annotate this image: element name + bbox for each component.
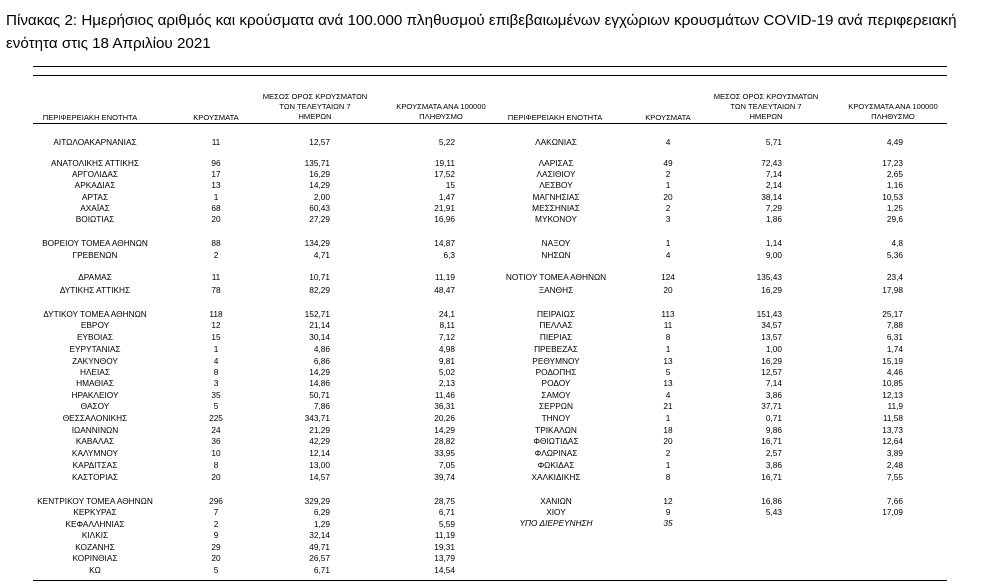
cell-region: ΗΡΑΚΛΕΙΟΥ (71, 390, 119, 400)
cell-cases: 20 (211, 553, 221, 563)
cell-cases: 11 (663, 320, 673, 330)
cell-region: ΒΟΙΩΤΙΑΣ (75, 214, 115, 224)
cell-cases: 12 (663, 496, 673, 506)
cell-region: ΖΑΚΥΝΘΟΥ (72, 356, 118, 366)
table-header-rule (33, 75, 947, 76)
cell-per100k: 5,02 (438, 367, 455, 377)
cell-region: ΔΥΤΙΚΟΥ ΤΟΜΕΑ ΑΘΗΝΩΝ (43, 309, 147, 319)
cell-cases: 1 (213, 192, 219, 202)
cell-avg: 27,29 (309, 214, 330, 224)
cell-region: ΚΟΡΙΝΘΙΑΣ (72, 553, 118, 563)
cell-avg: 13,57 (761, 332, 782, 342)
cell-per100k: 4,8 (891, 238, 903, 248)
cell-avg: 6,29 (313, 507, 330, 517)
cell-region: ΚΕΦΑΛΛΗΝΙΑΣ (65, 519, 125, 529)
cell-cases: 2 (665, 169, 671, 179)
cell-avg: 16,71 (761, 472, 782, 482)
cell-avg: 7,29 (765, 203, 782, 213)
cell-cases: 1 (665, 460, 671, 470)
cell-avg: 4,71 (313, 250, 330, 260)
header-cases-left: ΚΡΟΥΣΜΑΤΑ (193, 113, 239, 122)
cell-region: ΡΟΔΟΠΗΣ (535, 367, 577, 377)
cell-cases: 29 (211, 542, 221, 552)
cell-per100k: 28,82 (434, 436, 455, 446)
cell-cases: 35 (663, 518, 673, 528)
cell-cases: 9 (665, 507, 671, 517)
cell-avg: 6,86 (313, 356, 330, 366)
cell-cases: 24 (211, 425, 221, 435)
header-avg-right-2: ΤΩΝ ΤΕΛΕΥΤΑΙΩΝ 7 (730, 102, 802, 111)
cell-cases: 10 (211, 448, 221, 458)
cell-per100k: 24,1 (438, 309, 455, 319)
cell-avg: 37,71 (761, 401, 782, 411)
cell-cases: 13 (211, 180, 221, 190)
cell-cases: 113 (661, 309, 675, 319)
cell-per100k: 23,4 (886, 272, 903, 282)
cell-avg: 14,29 (309, 367, 330, 377)
cell-per100k: 1,16 (886, 180, 903, 190)
cell-per100k: 9,81 (438, 356, 455, 366)
cell-avg: 3,86 (765, 390, 782, 400)
cell-region: ΣΑΜΟΥ (541, 390, 571, 400)
cell-region: ΑΡΤΑΣ (81, 192, 109, 202)
cell-avg: 0,71 (765, 413, 782, 423)
cell-per100k: 6,3 (443, 250, 455, 260)
cell-cases: 5 (665, 367, 671, 377)
cell-per100k: 6,71 (438, 507, 455, 517)
cell-cases: 1 (213, 344, 219, 354)
cell-avg: 134,29 (304, 238, 330, 248)
cell-cases: 225 (209, 413, 223, 423)
cell-avg: 135,71 (304, 158, 330, 168)
cell-cases: 12 (211, 320, 221, 330)
cell-avg: 3,86 (765, 460, 782, 470)
cell-cases: 2 (665, 448, 671, 458)
header-avg-right-1: ΜΕΣΟΣ ΟΡΟΣ ΚΡΟΥΣΜΑΤΩΝ (713, 92, 819, 101)
cell-cases: 15 (211, 332, 221, 342)
cell-per100k: 4,46 (886, 367, 903, 377)
cell-per100k: 13,73 (882, 425, 903, 435)
cell-per100k: 15,19 (882, 356, 903, 366)
table-bottom-rule (33, 580, 947, 581)
cell-per100k: 15 (445, 180, 455, 190)
cell-per100k: 1,47 (438, 192, 455, 202)
cell-per100k: 5,36 (886, 250, 903, 260)
header-cases-right: ΚΡΟΥΣΜΑΤΑ (645, 113, 691, 122)
cell-region: ΜΕΣΣΗΝΙΑΣ (532, 203, 580, 213)
cell-region: ΑΡΓΟΛΙΔΑΣ (72, 169, 118, 179)
cell-region: ΕΥΒΟΙΑΣ (76, 332, 114, 342)
cell-region: ΚΑΡΔΙΤΣΑΣ (72, 460, 118, 470)
cell-cases: 2 (213, 250, 219, 260)
cell-per100k: 17,09 (882, 507, 903, 517)
cell-cases: 68 (211, 203, 221, 213)
cell-per100k: 36,31 (434, 401, 455, 411)
cell-region: ΜΑΓΝΗΣΙΑΣ (532, 192, 580, 202)
cell-per100k: 11,9 (887, 401, 903, 411)
cell-region: ΑΡΚΑΔΙΑΣ (74, 180, 116, 190)
cell-region: ΛΑΣΙΘΙΟΥ (536, 169, 576, 179)
cell-per100k: 2,13 (438, 378, 455, 388)
cell-per100k: 16,96 (434, 214, 455, 224)
cell-cases: 4 (213, 356, 219, 366)
cell-per100k: 12,64 (882, 436, 903, 446)
cell-cases: 1 (665, 180, 671, 190)
cell-cases: 88 (211, 238, 221, 248)
cell-cases: 2 (213, 519, 219, 529)
cell-region: ΧΑΛΚΙΔΙΚΗΣ (531, 472, 581, 482)
cell-avg: 12,57 (309, 137, 330, 147)
cell-cases: 21 (663, 401, 673, 411)
cell-cases: 8 (213, 367, 219, 377)
table-top-rule (33, 66, 947, 67)
cell-avg: 72,43 (761, 158, 782, 168)
cell-region: ΚΙΛΚΙΣ (81, 530, 109, 540)
cell-avg: 16,29 (309, 169, 330, 179)
cell-cases: 7 (213, 507, 219, 517)
cell-per100k: 1,74 (886, 344, 903, 354)
cell-avg: 14,29 (309, 180, 330, 190)
cell-avg: 9,86 (765, 425, 782, 435)
cell-per100k: 11,58 (882, 413, 903, 423)
cell-per100k: 14,29 (434, 425, 455, 435)
cell-per100k: 17,52 (434, 169, 455, 179)
cell-avg: 1,86 (765, 214, 782, 224)
cell-region: ΕΒΡΟΥ (80, 320, 110, 330)
cell-cases: 5 (213, 565, 219, 575)
cell-region: ΠΕΙΡΑΙΩΣ (537, 309, 575, 319)
cell-per100k: 39,74 (434, 472, 455, 482)
cell-region: ΡΟΔΟΥ (541, 378, 571, 388)
cell-per100k: 17,98 (882, 285, 903, 295)
cell-avg: 152,71 (304, 309, 330, 319)
header-avg-left-1: ΜΕΣΟΣ ΟΡΟΣ ΚΡΟΥΣΜΑΤΩΝ (262, 92, 368, 101)
cell-region: ΔΡΑΜΑΣ (78, 272, 112, 282)
cell-avg: 34,57 (761, 320, 782, 330)
cell-region: ΚΕΡΚΥΡΑΣ (73, 507, 117, 517)
header-region-right: ΠΕΡΙΦΕΡΕΙΑΚΗ ΕΝΟΤΗΤΑ (507, 113, 603, 122)
cell-avg: 2,14 (765, 180, 782, 190)
cell-avg: 2,57 (765, 448, 782, 458)
cell-avg: 38,14 (761, 192, 782, 202)
cell-cases: 17 (211, 169, 221, 179)
cell-per100k: 11,19 (434, 272, 455, 282)
cell-cases: 4 (665, 137, 671, 147)
cell-per100k: 11,46 (434, 390, 455, 400)
cell-avg: 7,14 (765, 169, 782, 179)
cell-region: ΗΛΕΙΑΣ (79, 367, 111, 377)
cell-region: ΧΙΟΥ (546, 507, 566, 517)
cell-region: ΞΑΝΘΗΣ (538, 285, 574, 295)
cell-region: ΧΑΝΙΩΝ (540, 496, 572, 506)
cell-region: ΦΛΩΡΙΝΑΣ (534, 448, 578, 458)
cell-region: ΚΑΒΑΛΑΣ (75, 436, 115, 446)
cell-per100k: 3,89 (886, 448, 903, 458)
cell-avg: 42,29 (309, 436, 330, 446)
cell-cases: 3 (665, 214, 671, 224)
cell-region: ΡΕΘΥΜΝΟΥ (532, 356, 580, 366)
cell-avg: 21,14 (309, 320, 330, 330)
cell-region: ΛΑΚΩΝΙΑΣ (535, 137, 577, 147)
cell-avg: 14,57 (309, 472, 330, 482)
cell-cases: 2 (665, 203, 671, 213)
cell-avg: 16,29 (761, 285, 782, 295)
cell-per100k: 4,49 (886, 137, 903, 147)
cell-cases: 118 (209, 309, 223, 319)
cell-region: ΗΜΑΘΙΑΣ (76, 378, 114, 388)
cell-per100k: 5,22 (438, 137, 455, 147)
cell-cases: 3 (213, 378, 219, 388)
cell-avg: 32,14 (309, 530, 330, 540)
cell-per100k: 7,55 (886, 472, 903, 482)
cell-avg: 50,71 (309, 390, 330, 400)
cell-per100k: 2,65 (886, 169, 903, 179)
cell-cases: 20 (663, 192, 673, 202)
cell-region: ΑΙΤΩΛΟΑΚΑΡΝΑΝΙΑΣ (53, 137, 137, 147)
cell-avg: 7,14 (765, 378, 782, 388)
cell-per100k: 17,23 (882, 158, 903, 168)
cell-cases: 11 (211, 272, 221, 282)
cell-cases: 20 (663, 436, 673, 446)
cell-cases: 1 (665, 344, 671, 354)
cell-avg: 21,29 (309, 425, 330, 435)
cell-avg: 329,29 (304, 496, 330, 506)
header-avg-right-3: ΗΜΕΡΩΝ (749, 112, 783, 121)
cell-cases: 296 (209, 496, 223, 506)
cell-avg: 12,14 (309, 448, 330, 458)
cell-cases: 1 (665, 413, 671, 423)
cell-avg: 16,86 (761, 496, 782, 506)
cell-cases: 78 (211, 285, 221, 295)
cell-avg: 151,43 (756, 309, 782, 319)
header-per100k-left-2: ΠΛΗΘΥΣΜΟ (419, 112, 463, 121)
cell-cases: 1 (665, 238, 671, 248)
cell-region: ΤΗΝΟΥ (541, 413, 571, 423)
header-per100k-right-1: ΚΡΟΥΣΜΑΤΑ ΑΝΑ 100000 (848, 102, 938, 111)
cell-region: ΠΙΕΡΙΑΣ (539, 332, 573, 342)
cell-avg: 5,43 (765, 507, 782, 517)
cell-cases: 35 (211, 390, 221, 400)
cell-avg: 4,86 (313, 344, 330, 354)
cell-avg: 1,14 (765, 238, 782, 248)
cell-per100k: 7,12 (438, 332, 455, 342)
header-avg-left-2: ΤΩΝ ΤΕΛΕΥΤΑΙΩΝ 7 (279, 102, 351, 111)
cell-region: ΕΥΡΥΤΑΝΙΑΣ (69, 344, 121, 354)
cell-avg: 343,71 (304, 413, 330, 423)
cell-cases: 49 (663, 158, 673, 168)
cell-avg: 60,43 (309, 203, 330, 213)
cell-avg: 12,57 (761, 367, 782, 377)
cell-region: ΚΑΛΥΜΝΟΥ (71, 448, 119, 458)
cell-region: ΚΟΖΑΝΗΣ (75, 542, 115, 552)
cell-region: ΓΡΕΒΕΝΩΝ (72, 250, 118, 260)
cell-per100k: 10,85 (882, 378, 903, 388)
cell-per100k: 19,11 (434, 158, 455, 168)
cell-region: ΝΗΣΩΝ (541, 250, 571, 260)
page-title: Πίνακας 2: Ημερήσιος αριθμός και κρούσματα ανά 100.000 πληθυσμού επιβεβαιωμένων εγχώριων κρουσμάτων COVID-19 ανά περιφερειακή ενότητα στις 18 Απριλίου 2021 (6, 12, 957, 52)
cell-per100k: 10,53 (882, 192, 903, 202)
cell-per100k: 2,48 (886, 460, 903, 470)
cell-per100k: 6,31 (886, 332, 903, 342)
cell-region: ΜΥΚΟΝΟΥ (535, 214, 577, 224)
cell-per100k: 11,19 (434, 530, 455, 540)
cell-region: ΙΩΑΝΝΙΝΩΝ (71, 425, 119, 435)
cell-cases: 4 (665, 250, 671, 260)
cell-per100k: 14,87 (434, 238, 455, 248)
cell-region: ΚΕΝΤΡΙΚΟΥ ΤΟΜΕΑ ΑΘΗΝΩΝ (37, 496, 153, 506)
cell-avg: 1,29 (313, 519, 330, 529)
cell-per100k: 48,47 (434, 285, 455, 295)
cell-avg: 30,14 (309, 332, 330, 342)
cell-per100k: 12,13 (882, 390, 903, 400)
cell-avg: 9,00 (765, 250, 782, 260)
cell-region: ΦΩΚΙΔΑΣ (537, 460, 575, 470)
cell-region: ΒΟΡΕΙΟΥ ΤΟΜΕΑ ΑΘΗΝΩΝ (42, 238, 148, 248)
cell-region: ΣΕΡΡΩΝ (539, 401, 573, 411)
header-avg-left-3: ΗΜΕΡΩΝ (298, 112, 332, 121)
header-region-left: ΠΕΡΙΦΕΡΕΙΑΚΗ ΕΝΟΤΗΤΑ (42, 113, 138, 122)
cell-region: ΑΧΑΪΑΣ (80, 203, 110, 213)
header-per100k-left-1: ΚΡΟΥΣΜΑΤΑ ΑΝΑ 100000 (396, 102, 486, 111)
cell-region: ΘΕΣΣΑΛΟΝΙΚΗΣ (62, 413, 128, 423)
cell-cases: 8 (665, 472, 671, 482)
cell-avg: 6,71 (313, 565, 330, 575)
cell-avg: 82,29 (309, 285, 330, 295)
cell-region: ΠΕΛΛΑΣ (539, 320, 573, 330)
cell-cases: 13 (663, 356, 673, 366)
cell-avg: 14,86 (309, 378, 330, 388)
cell-per100k: 7,88 (886, 320, 903, 330)
cell-avg: 49,71 (309, 542, 330, 552)
cell-region: ΝΑΞΟΥ (541, 238, 571, 248)
cell-per100k: 1,25 (886, 203, 903, 213)
cell-per100k: 25,17 (882, 309, 903, 319)
cell-per100k: 33,95 (434, 448, 455, 458)
cell-avg: 2,00 (313, 192, 330, 202)
cell-avg: 1,00 (765, 344, 782, 354)
cell-region: ΔΥΤΙΚΗΣ ΑΤΤΙΚΗΣ (59, 285, 131, 295)
cell-region: ΚΑΣΤΟΡΙΑΣ (71, 472, 119, 482)
cell-per100k: 14,54 (434, 565, 455, 575)
cell-cases: 18 (663, 425, 673, 435)
cell-cases: 4 (665, 390, 671, 400)
cell-cases: 96 (211, 158, 221, 168)
cell-avg: 13,00 (309, 460, 330, 470)
cell-per100k: 8,11 (439, 320, 455, 330)
cell-per100k: 4,98 (438, 344, 455, 354)
cell-cases: 8 (665, 332, 671, 342)
cell-per100k: 19,31 (434, 542, 455, 552)
cell-region: ΥΠΟ ΔΙΕΡΕΥΝΗΣΗ (519, 518, 593, 528)
cell-cases: 20 (663, 285, 673, 295)
cell-per100k: 7,05 (438, 460, 455, 470)
cell-region: ΛΑΡΙΣΑΣ (538, 158, 574, 168)
cell-region: ΝΟΤΙΟΥ ΤΟΜΕΑ ΑΘΗΝΩΝ (505, 272, 607, 282)
cell-avg: 16,71 (761, 436, 782, 446)
cell-region: ΛΕΣΒΟΥ (539, 180, 573, 190)
cell-region: ΑΝΑΤΟΛΙΚΗΣ ΑΤΤΙΚΗΣ (50, 158, 140, 168)
cell-cases: 9 (213, 530, 219, 540)
cell-avg: 16,29 (761, 356, 782, 366)
header-per100k-right-2: ΠΛΗΘΥΣΜΟ (871, 112, 915, 121)
cell-per100k: 13,79 (434, 553, 455, 563)
cell-cases: 36 (211, 436, 221, 446)
cell-cases: 20 (211, 472, 221, 482)
cell-cases: 8 (213, 460, 219, 470)
cell-avg: 135,43 (756, 272, 782, 282)
cell-per100k: 28,75 (434, 496, 455, 506)
cell-avg: 7,86 (313, 401, 330, 411)
cell-region: ΦΘΙΩΤΙΔΑΣ (533, 436, 579, 446)
cell-region: ΠΡΕΒΕΖΑΣ (534, 344, 578, 354)
cell-per100k: 20,26 (434, 413, 455, 423)
cell-cases: 20 (211, 214, 221, 224)
cell-per100k: 21,91 (434, 203, 455, 213)
cell-cases: 5 (213, 401, 219, 411)
cell-avg: 26,57 (309, 553, 330, 563)
cell-avg: 10,71 (309, 272, 330, 282)
cell-region: ΘΑΣΟΥ (80, 401, 110, 411)
cell-avg: 5,71 (765, 137, 782, 147)
cell-cases: 124 (661, 272, 675, 282)
cell-cases: 11 (211, 137, 221, 147)
cell-per100k: 7,66 (886, 496, 903, 506)
cell-region: ΚΩ (89, 565, 101, 575)
cell-region: ΤΡΙΚΑΛΩΝ (535, 425, 577, 435)
cell-per100k: 29,6 (886, 214, 903, 224)
cell-per100k: 5,59 (438, 519, 455, 529)
cell-cases: 13 (663, 378, 673, 388)
table-subheader-rule (33, 123, 947, 124)
